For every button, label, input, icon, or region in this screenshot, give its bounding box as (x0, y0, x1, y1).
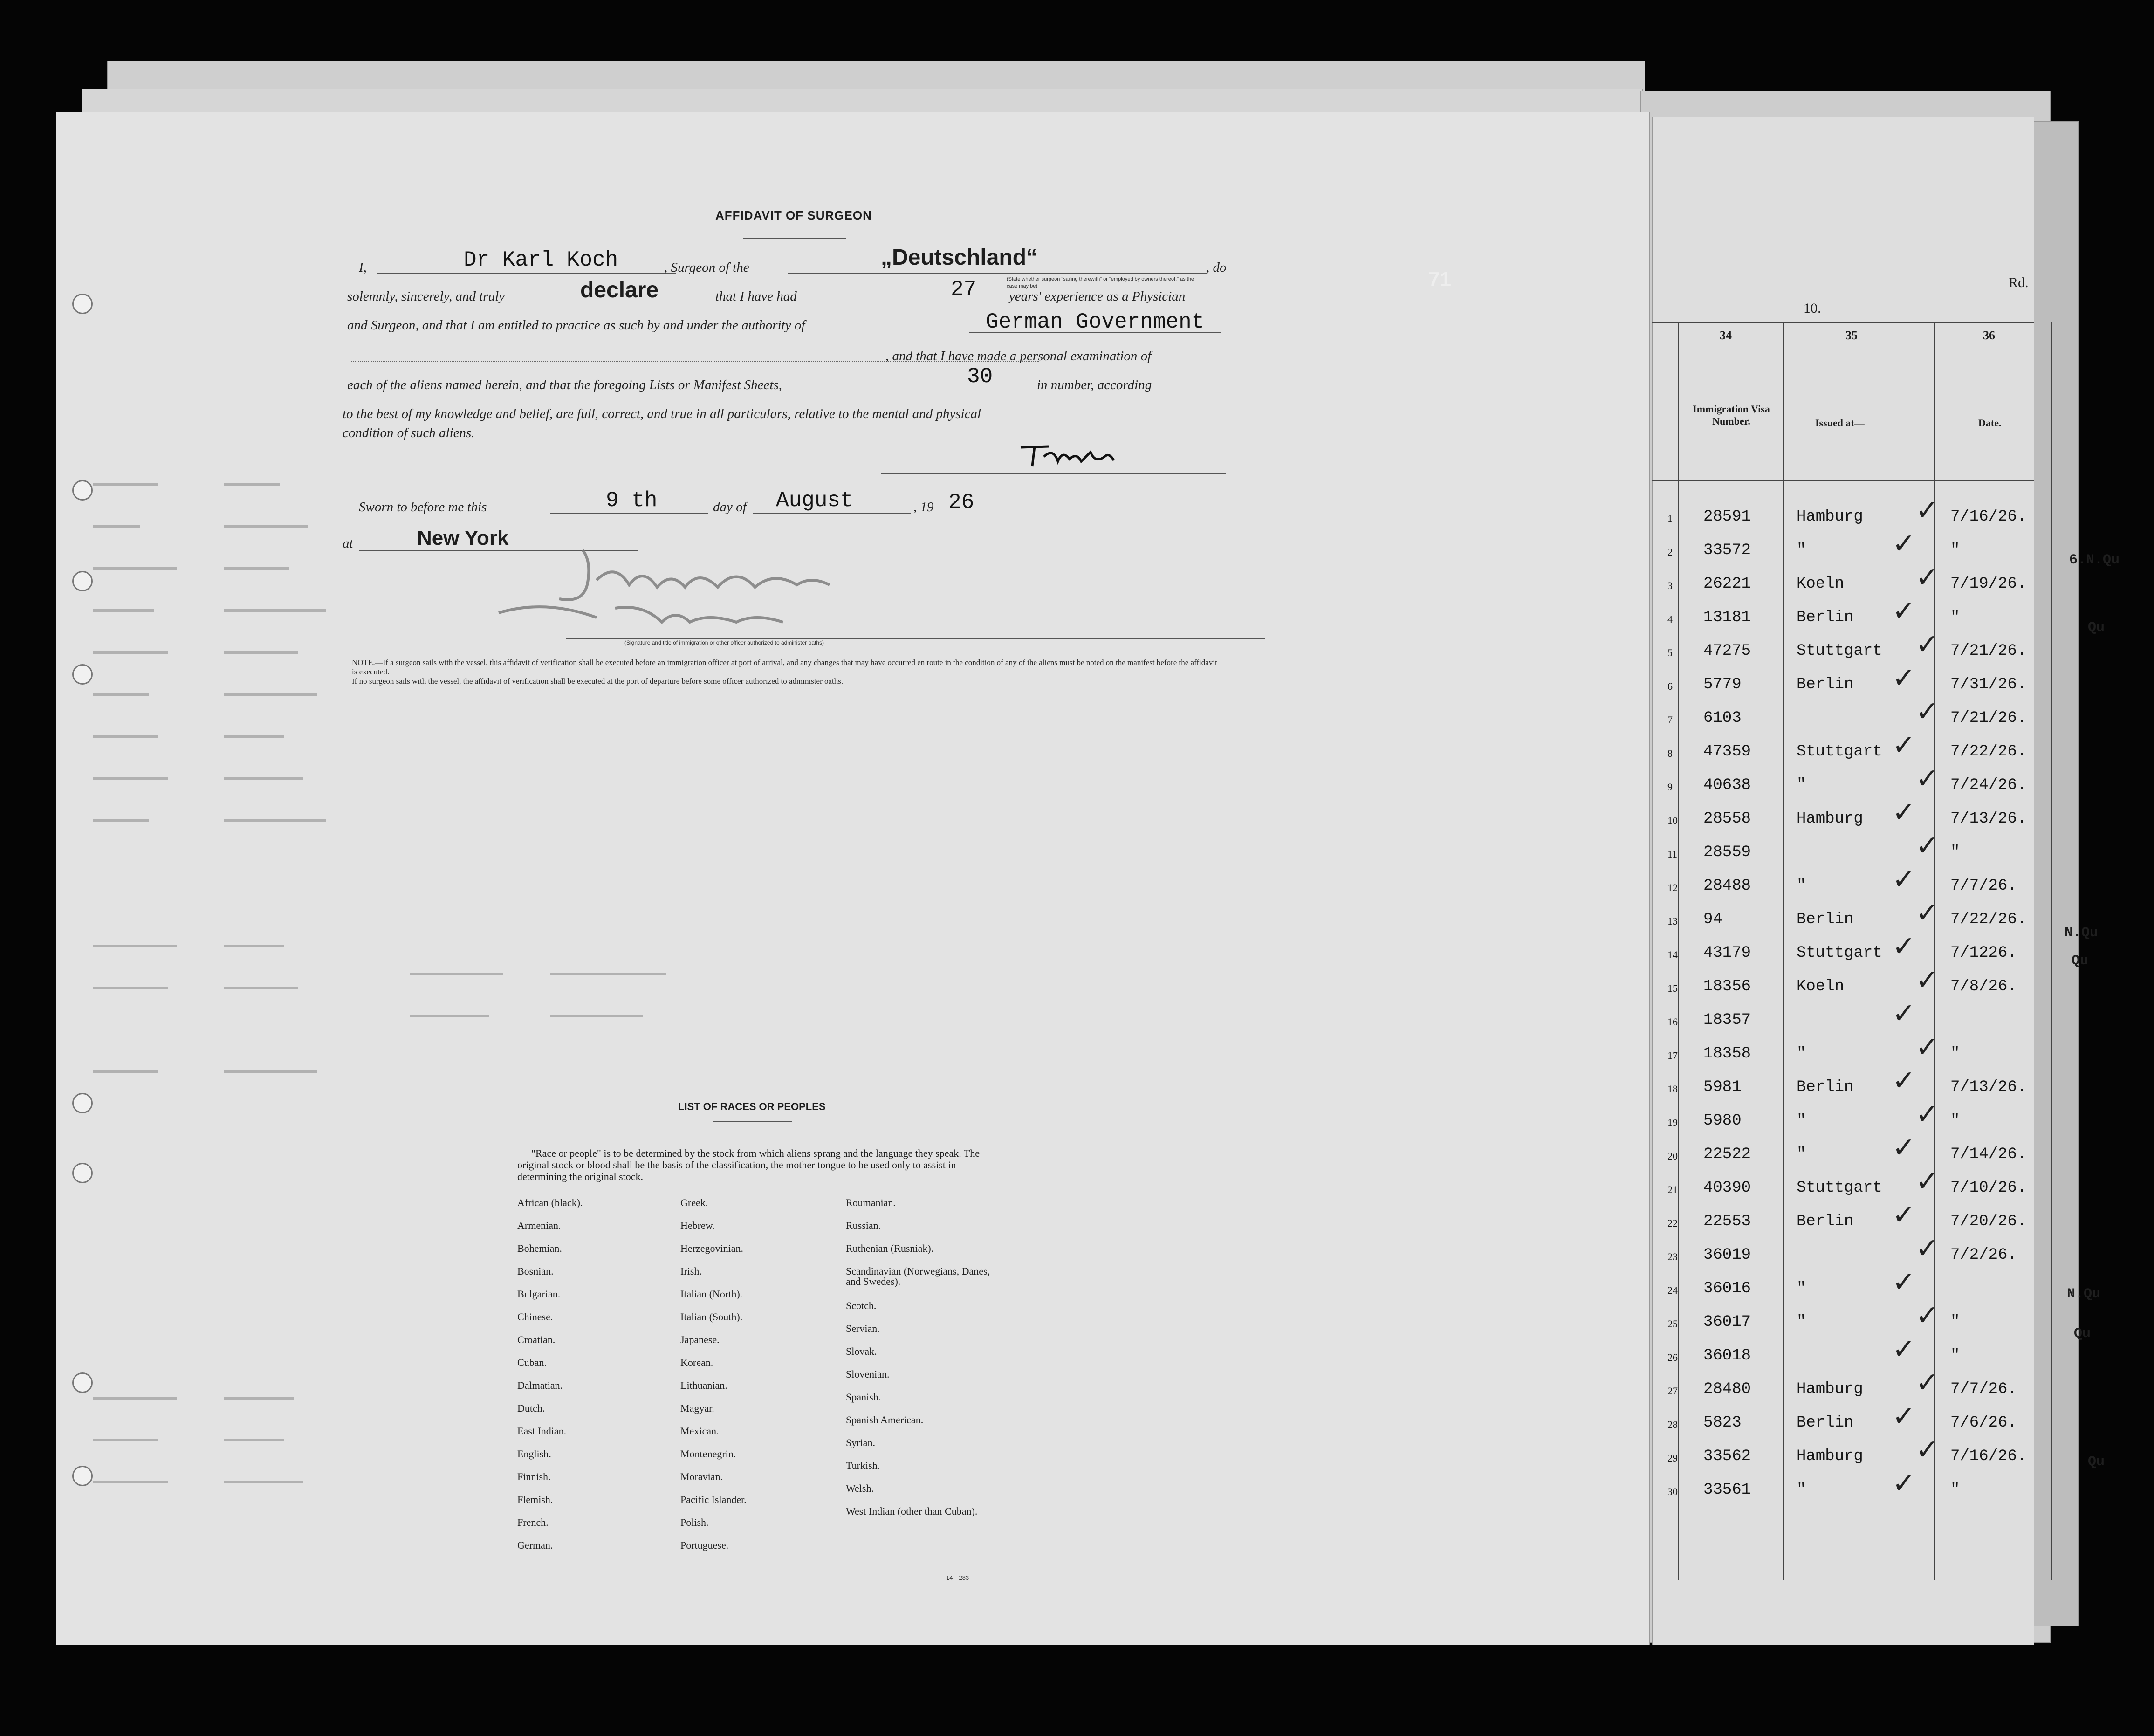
label-and-surgeon: and Surgeon, and that I am entitled to practice as such by and under the authority of (347, 318, 805, 333)
check-mark-icon: ✓ (1892, 1400, 1916, 1433)
race-item: Korean. (680, 1357, 713, 1368)
issued-at: Berlin (1797, 1213, 1854, 1230)
affidavit-note: NOTE.—If a surgeon sails with the vessel, this affidavit of verification shall be executed before an immigration officer at port of arrival, and any changes that may have occurred en route in the condition of any of the aliens must be noted on the manifest before the affidavit is executed. If no surgeon sails with the vessel, the affidavit of verification shall be executed at the port of departure before some officer authorized to administer oaths. (352, 658, 1217, 686)
issued-at: Berlin (1797, 1414, 1854, 1432)
race-item: Syrian. (846, 1437, 875, 1448)
race-item: Bulgarian. (517, 1288, 561, 1300)
header-issued: Issued at— (1815, 417, 1865, 429)
surgeon-name: Dr Karl Koch (464, 248, 618, 272)
race-item: Ruthenian (Rusniak). (846, 1242, 934, 1254)
visa-number: 36016 (1703, 1280, 1751, 1297)
race-item: Scotch. (846, 1300, 877, 1311)
title-rule (743, 238, 846, 239)
row-number: 16 (1667, 1016, 1678, 1028)
row-number: 13 (1667, 915, 1678, 927)
check-mark-icon: ✓ (1915, 1434, 1939, 1466)
race-item: Hebrew. (680, 1220, 715, 1231)
row-number: 7 (1667, 714, 1673, 726)
check-mark-icon: ✓ (1915, 1098, 1939, 1131)
row-number: 1 (1667, 513, 1673, 524)
sworn-year: 26 (948, 490, 974, 515)
issued-at: Hamburg (1797, 810, 1863, 828)
races-column-1 (517, 1198, 676, 1563)
column-number-36: 36 (1983, 329, 1995, 342)
issued-at: Koeln (1797, 575, 1845, 593)
row-number: 22 (1667, 1217, 1678, 1229)
row-number: 12 (1667, 882, 1678, 893)
row-number: 25 (1667, 1318, 1678, 1330)
visa-number: 22553 (1703, 1213, 1751, 1230)
years: 27 (951, 277, 977, 302)
issued-at: " (1797, 542, 1806, 559)
visa-number: 28480 (1703, 1380, 1751, 1398)
visa-date: 7/14/26. (1950, 1146, 2027, 1163)
check-mark-icon: ✓ (1915, 1031, 1939, 1064)
race-item: Dutch. (517, 1402, 545, 1414)
issued-at: " (1797, 1481, 1806, 1499)
label-solemnly: solemnly, sincerely, and truly (347, 289, 505, 304)
visa-date: " (1950, 1313, 1960, 1331)
row-number: 28 (1667, 1419, 1678, 1430)
edge-mark: N.Qu (2065, 925, 2099, 941)
visa-number: 43179 (1703, 944, 1751, 962)
check-mark-icon: ✓ (1915, 628, 1939, 661)
row-number: 5 (1667, 647, 1673, 659)
label-best-knowledge: to the best of my knowledge and belief, are full, correct, and true in all particulars, relative to the mental and physical (343, 406, 981, 421)
manifest-page-mark: 10. (1804, 301, 1821, 316)
race-item: Magyar. (680, 1402, 714, 1414)
issued-at: " (1797, 1280, 1806, 1297)
sworn-place: New York (417, 527, 509, 549)
check-mark-icon: ✓ (1892, 1467, 1916, 1500)
label-i: I, (359, 260, 367, 275)
edge-mark: Qu (2074, 1326, 2091, 1342)
race-item: Polish. (680, 1516, 709, 1528)
header-date: Date. (1978, 417, 2002, 429)
race-item: Pacific Islander. (680, 1494, 747, 1505)
race-item: Bohemian. (517, 1242, 562, 1254)
race-item: Japanese. (680, 1334, 720, 1345)
visa-number: 47275 (1703, 642, 1751, 660)
ship-name: „Deutschland“ (881, 245, 1038, 270)
race-item: Moravian. (680, 1471, 723, 1482)
row-number: 9 (1667, 781, 1673, 793)
race-item: Scandinavian (Norwegians, Danes, and Swedes). (846, 1265, 990, 1287)
visa-date: 7/22/26. (1950, 911, 2027, 928)
check-mark-icon: ✓ (1915, 762, 1939, 795)
visa-date: " (1950, 609, 1960, 626)
row-number: 19 (1667, 1117, 1678, 1128)
form-number: 14—283 (946, 1574, 969, 1581)
check-mark-icon: ✓ (1915, 830, 1939, 862)
check-mark-icon: ✓ (1892, 796, 1916, 829)
race-item: French. (517, 1516, 549, 1528)
label-condition: condition of such aliens. (343, 425, 475, 440)
visa-date: " (1950, 1347, 1960, 1365)
manifest-rd: Rd. (2009, 275, 2029, 290)
check-mark-icon: ✓ (1892, 595, 1916, 627)
fill-line (377, 273, 676, 274)
race-item: Croatian. (517, 1334, 556, 1345)
manifest-header-rule (1652, 480, 2034, 481)
edge-mark: 6.N.Qu (2069, 552, 2120, 568)
authority: German Government (986, 310, 1205, 334)
race-item: Flemish. (517, 1494, 553, 1505)
row-number: 30 (1667, 1486, 1678, 1497)
visa-number: 40390 (1703, 1179, 1751, 1197)
issued-at: " (1797, 776, 1806, 794)
ship-note: (State whether surgeon "sailing therewith" or "employed by owners thereof," as the case may be) (1007, 276, 1194, 289)
fill-line (969, 332, 1221, 333)
race-item: African (black). (517, 1197, 583, 1208)
race-item: Italian (South). (680, 1311, 743, 1323)
label-in-number: in number, according (1037, 377, 1152, 392)
race-item: Spanish American. (846, 1414, 924, 1426)
visa-number: 33561 (1703, 1481, 1751, 1499)
signature-line (881, 473, 1226, 474)
edge-mark: Qu (2088, 620, 2105, 636)
issued-at: " (1797, 1045, 1806, 1063)
issued-at: Berlin (1797, 609, 1854, 626)
visa-date: 7/1226. (1950, 944, 2017, 962)
row-number: 4 (1667, 613, 1673, 625)
visa-number: 18357 (1703, 1011, 1751, 1029)
race-item: Slovenian. (846, 1368, 890, 1380)
visa-date: " (1950, 1112, 1960, 1130)
visa-date: " (1950, 844, 1960, 861)
label-day-of: day of (713, 500, 747, 515)
column-divider (1783, 322, 1784, 1580)
label-that-i-have: that I have had (715, 289, 797, 304)
visa-number: 94 (1703, 911, 1722, 928)
races-column-3 (846, 1198, 1000, 1529)
races-title: LIST OF RACES OR PEOPLES (678, 1101, 826, 1112)
check-mark-icon: ✓ (1892, 1064, 1916, 1097)
race-item: Welsh. (846, 1482, 874, 1494)
visa-date: 7/31/26. (1950, 676, 2027, 693)
race-item: Irish. (680, 1265, 702, 1277)
header-visa: Immigration Visa Number. (1693, 403, 1770, 427)
check-mark-icon: ✓ (1892, 528, 1916, 560)
race-item: Finnish. (517, 1471, 551, 1482)
label-at: at (343, 536, 353, 551)
fill-line (788, 273, 1207, 274)
row-number: 3 (1667, 580, 1673, 591)
row-number: 10 (1667, 815, 1678, 826)
label-each-of-aliens: each of the aliens named herein, and that the foregoing Lists or Manifest Sheets, (347, 377, 782, 392)
label-years-experience: years' experience as a Physician (1009, 289, 1186, 304)
fill-line (753, 513, 911, 514)
race-item: Spanish. (846, 1391, 881, 1403)
visa-date: 7/16/26. (1950, 1448, 2027, 1465)
row-number: 14 (1667, 949, 1678, 961)
label-surgeon-of: , Surgeon of the (664, 260, 749, 275)
visa-number: 28488 (1703, 877, 1751, 895)
race-item: Italian (North). (680, 1288, 743, 1300)
row-number: 27 (1667, 1385, 1678, 1397)
race-item: Bosnian. (517, 1265, 554, 1277)
check-mark-icon: ✓ (1892, 863, 1916, 896)
sworn-month: August (776, 488, 853, 513)
manifest-header-rule (1652, 322, 2034, 323)
race-item: Russian. (846, 1220, 881, 1231)
column-number-34: 34 (1720, 329, 1732, 342)
visa-date: 7/20/26. (1950, 1213, 2027, 1230)
race-item: Armenian. (517, 1220, 561, 1231)
race-item: Slovak. (846, 1345, 877, 1357)
visa-date: 7/7/26. (1950, 877, 2017, 895)
visa-number: 5779 (1703, 676, 1742, 693)
visa-date: 7/21/26. (1950, 642, 2027, 660)
check-mark-icon: ✓ (1915, 695, 1939, 728)
visa-number: 6103 (1703, 709, 1742, 727)
row-number: 8 (1667, 748, 1673, 759)
race-item: German. (517, 1539, 553, 1551)
race-item: Mexican. (680, 1425, 719, 1437)
visa-date: 7/13/26. (1950, 1078, 2027, 1096)
race-item: Montenegrin. (680, 1448, 736, 1460)
issued-at: Stuttgart (1797, 944, 1882, 962)
race-item: Cuban. (517, 1357, 547, 1368)
column-divider (2051, 322, 2052, 1580)
visa-date: 7/22/26. (1950, 743, 2027, 761)
issued-at: " (1797, 1313, 1806, 1331)
check-mark-icon: ✓ (1892, 1199, 1916, 1231)
row-number: 18 (1667, 1083, 1678, 1095)
row-number: 2 (1667, 546, 1673, 558)
races-column-2 (680, 1198, 839, 1563)
row-number: 6 (1667, 680, 1673, 692)
label-year-prefix: , 19 (913, 500, 934, 515)
issued-at: Hamburg (1797, 508, 1863, 526)
row-number: 11 (1667, 848, 1678, 860)
visa-date: 7/16/26. (1950, 508, 2027, 526)
issued-at: Berlin (1797, 1078, 1854, 1096)
race-item: Greek. (680, 1197, 708, 1208)
row-number: 29 (1667, 1452, 1678, 1464)
race-item: Herzegovinian. (680, 1242, 743, 1254)
sheets-count: 30 (967, 364, 993, 389)
surgeon-signature (1016, 438, 1137, 475)
issued-at: Hamburg (1797, 1448, 1863, 1465)
visa-number: 47359 (1703, 743, 1751, 761)
race-item: West Indian (other than Cuban). (846, 1505, 978, 1517)
visa-date: 7/24/26. (1950, 776, 2027, 794)
check-mark-icon: ✓ (1892, 1333, 1916, 1365)
visa-number: 36019 (1703, 1246, 1751, 1264)
visa-number: 18358 (1703, 1045, 1751, 1063)
check-mark-icon: ✓ (1892, 1132, 1916, 1164)
visa-number: 40638 (1703, 776, 1751, 794)
visa-date: " (1950, 1045, 1960, 1063)
inspector-caption: (Signature and title of immigration or other officer authorized to administer oaths) (624, 639, 824, 646)
row-number: 24 (1667, 1284, 1678, 1296)
issued-at: Stuttgart (1797, 743, 1882, 761)
visa-date: 7/7/26. (1950, 1380, 2017, 1398)
declare: declare (580, 278, 659, 302)
edge-mark: Qu (2072, 953, 2089, 969)
row-number: 26 (1667, 1352, 1678, 1363)
row-number: 21 (1667, 1184, 1678, 1195)
visa-date: " (1950, 1481, 1960, 1499)
row-number: 17 (1667, 1050, 1678, 1061)
list-number: 71 (1428, 268, 1451, 291)
race-item: Chinese. (517, 1311, 553, 1323)
check-mark-icon: ✓ (1915, 1366, 1939, 1399)
visa-number: 36018 (1703, 1347, 1751, 1365)
row-number: 23 (1667, 1251, 1678, 1263)
check-mark-icon: ✓ (1915, 1299, 1939, 1332)
edge-mark: Qu (2088, 1454, 2105, 1470)
visa-number: 18356 (1703, 978, 1751, 995)
visa-date: 7/8/26. (1950, 978, 2017, 995)
check-mark-icon: ✓ (1915, 964, 1939, 996)
visa-number: 28559 (1703, 844, 1751, 861)
punch-hole (72, 294, 93, 314)
visa-date: 7/2/26. (1950, 1246, 2017, 1264)
check-mark-icon: ✓ (1915, 561, 1939, 594)
visa-number: 5981 (1703, 1078, 1742, 1096)
issued-at: Hamburg (1797, 1380, 1863, 1398)
visa-date: 7/6/26. (1950, 1414, 2017, 1432)
visa-number: 28591 (1703, 508, 1751, 526)
race-item: Servian. (846, 1323, 880, 1334)
race-item: Dalmatian. (517, 1379, 563, 1391)
check-mark-icon: ✓ (1915, 1165, 1939, 1198)
visa-number: 28558 (1703, 810, 1751, 828)
check-mark-icon: ✓ (1892, 997, 1916, 1030)
sworn-day: 9 th (606, 488, 658, 513)
visa-number: 33572 (1703, 542, 1751, 559)
visa-date: 7/21/26. (1950, 709, 2027, 727)
visa-date: 7/13/26. (1950, 810, 2027, 828)
races-intro: "Race or people" is to be determined by the stock from which aliens sprang and the language they speak. The original stock or blood shall be the basis of the classification, the mother tongue to be used only to assist in determining the original stock. (517, 1147, 980, 1182)
issued-at: Berlin (1797, 676, 1854, 693)
visa-number: 36017 (1703, 1313, 1751, 1331)
visa-number: 33562 (1703, 1448, 1751, 1465)
race-item: Portuguese. (680, 1539, 729, 1551)
race-item: Roumanian. (846, 1197, 896, 1208)
affidavit-title: AFFIDAVIT OF SURGEON (715, 208, 872, 222)
visa-date: " (1950, 542, 1960, 559)
issued-at: Stuttgart (1797, 642, 1882, 660)
issued-at: " (1797, 877, 1806, 895)
visa-date: 7/19/26. (1950, 575, 2027, 593)
label-sworn: Sworn to before me this (359, 500, 487, 515)
issued-at: Koeln (1797, 978, 1845, 995)
visa-number: 22522 (1703, 1146, 1751, 1163)
edge-mark: N.Qu (2067, 1286, 2101, 1302)
check-mark-icon: ✓ (1915, 897, 1939, 929)
column-divider (1678, 322, 1679, 1580)
visa-number: 26221 (1703, 575, 1751, 593)
race-item: Lithuanian. (680, 1379, 727, 1391)
check-mark-icon: ✓ (1915, 1232, 1939, 1265)
race-item: East Indian. (517, 1425, 567, 1437)
races-title-rule (713, 1121, 792, 1122)
label-do: , do (1206, 260, 1227, 275)
issued-at: Berlin (1797, 911, 1854, 928)
check-mark-icon: ✓ (1892, 930, 1916, 963)
check-mark-icon: ✓ (1892, 662, 1916, 694)
check-mark-icon: ✓ (1892, 1266, 1916, 1298)
row-number: 15 (1667, 982, 1678, 994)
check-mark-icon: ✓ (1915, 494, 1939, 527)
label-personal-exam: , and that I have made a personal examination of (885, 349, 1152, 364)
race-item: Turkish. (846, 1460, 880, 1471)
visa-number: 5823 (1703, 1414, 1742, 1432)
issued-at: Stuttgart (1797, 1179, 1882, 1197)
issued-at: " (1797, 1146, 1806, 1163)
visa-date: 7/10/26. (1950, 1179, 2027, 1197)
row-number: 20 (1667, 1150, 1678, 1162)
visa-number: 13181 (1703, 609, 1751, 626)
race-item: English. (517, 1448, 551, 1460)
visa-number: 5980 (1703, 1112, 1742, 1130)
issued-at: " (1797, 1112, 1806, 1130)
check-mark-icon: ✓ (1892, 729, 1916, 762)
column-number-35: 35 (1845, 329, 1858, 342)
